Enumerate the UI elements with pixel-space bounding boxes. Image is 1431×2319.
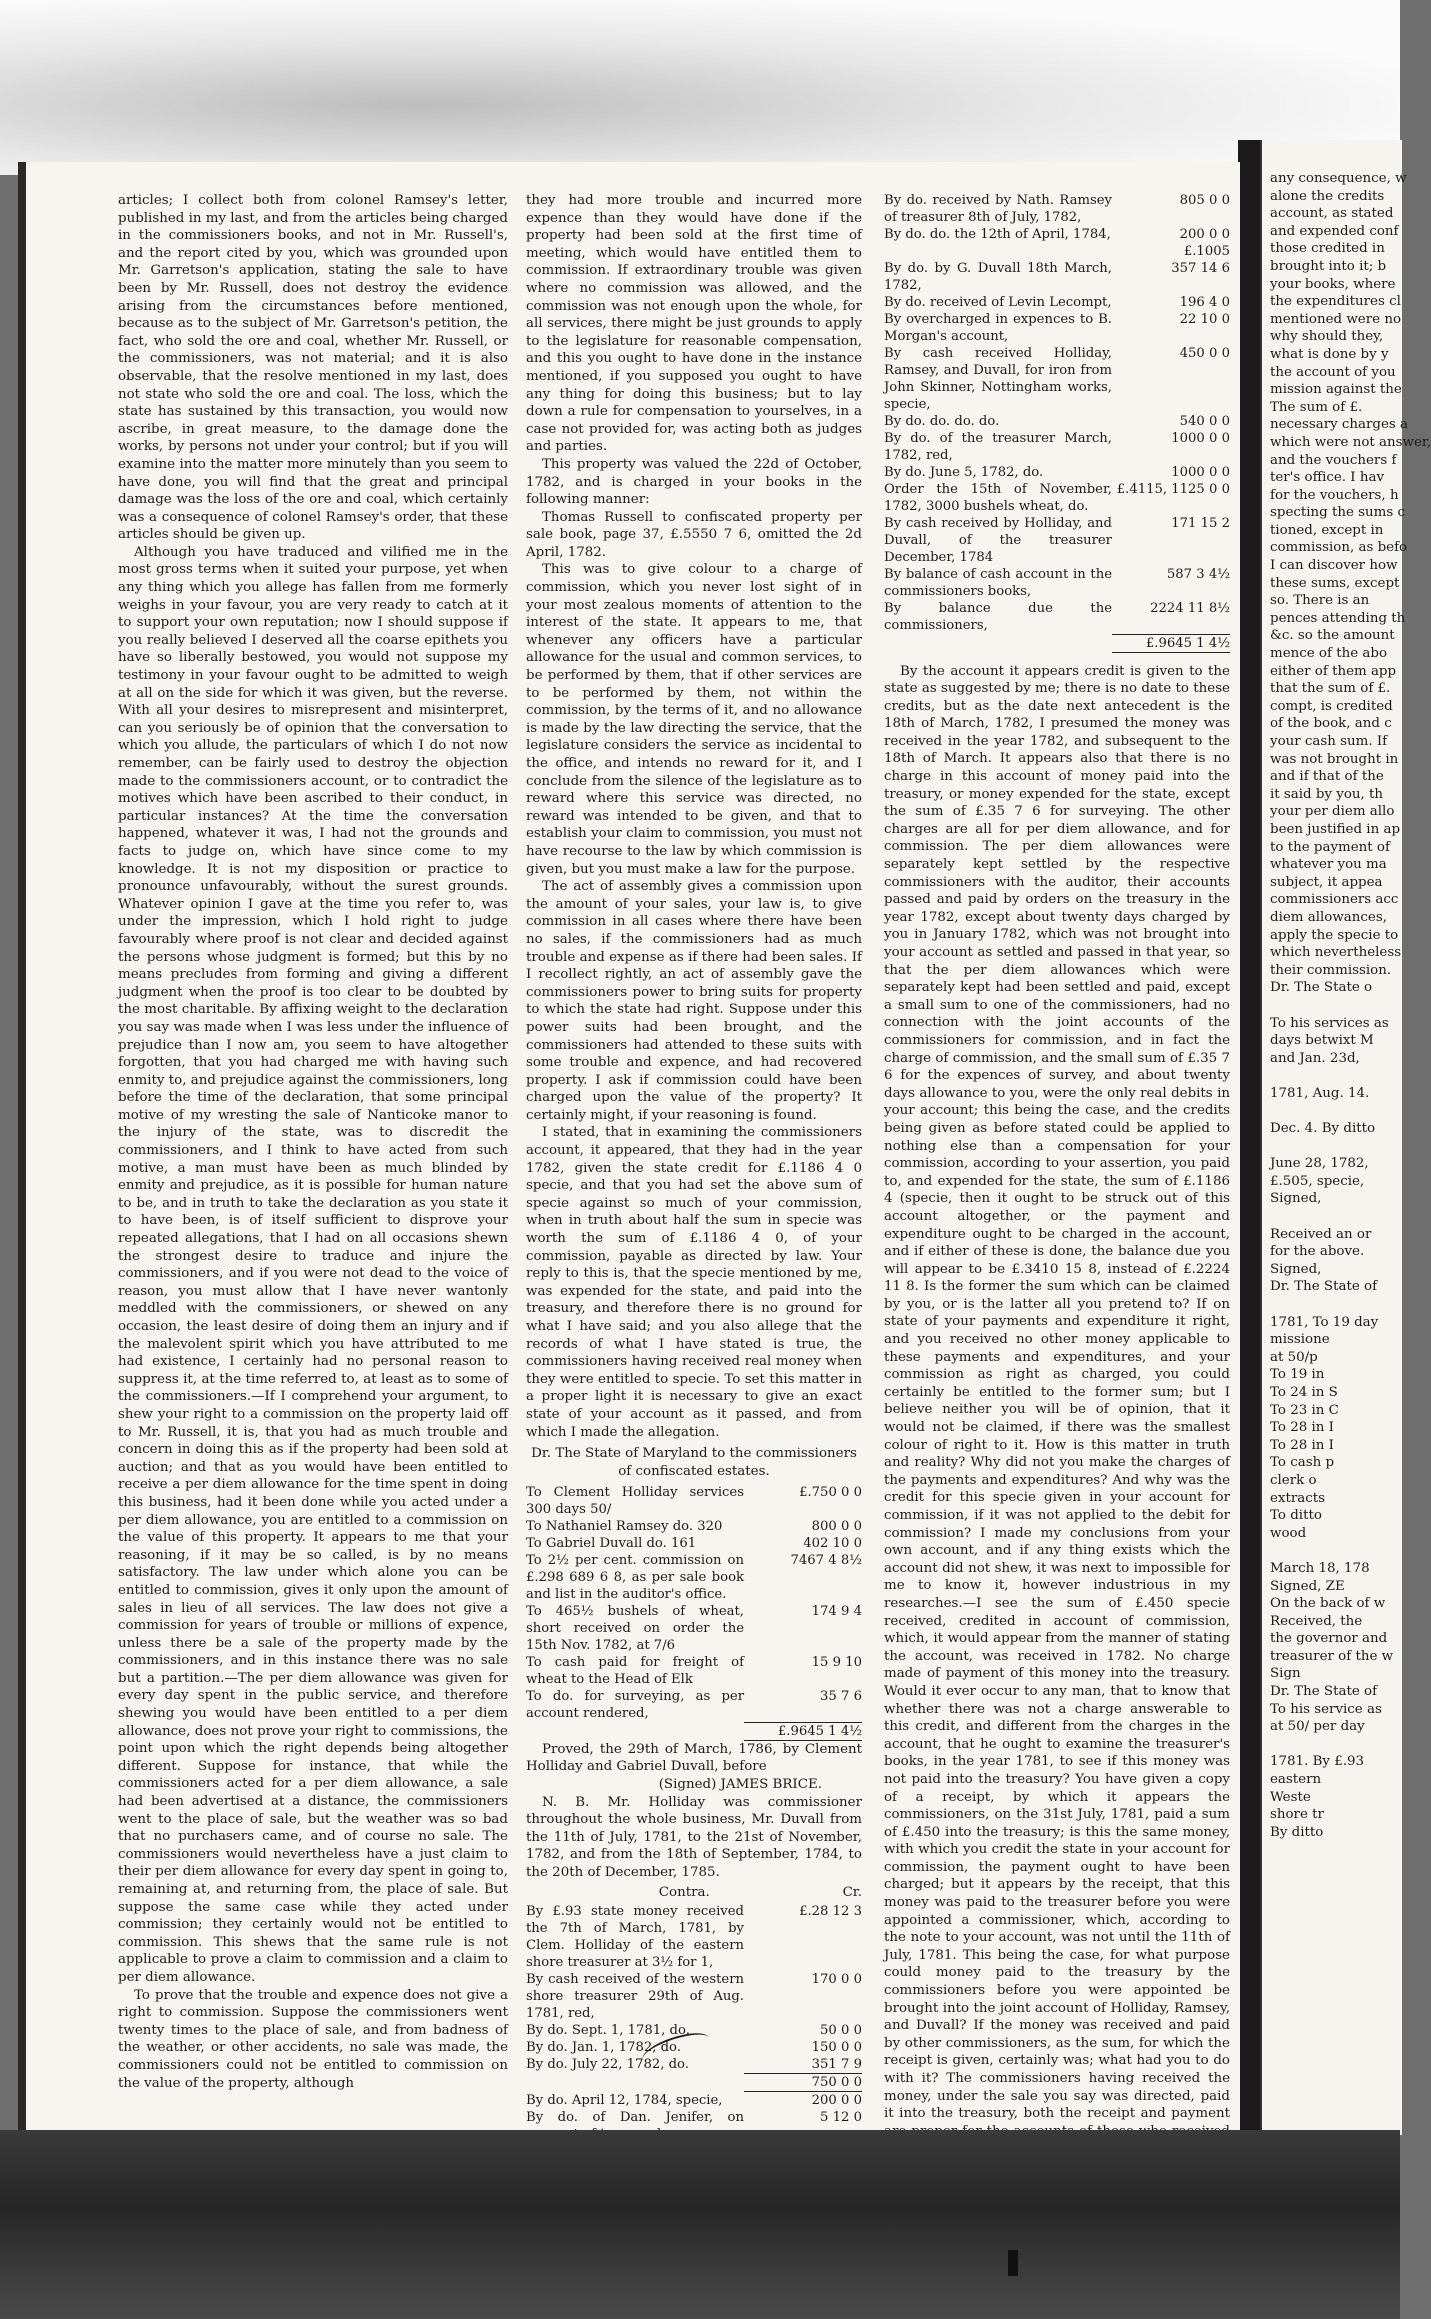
- adjacent-page-line: so. There is an: [1270, 593, 1370, 609]
- adjacent-page-line: and Jan. 23d,: [1270, 1050, 1360, 1066]
- credit-table-continued: [884, 192, 1230, 653]
- table-total-row: [526, 2074, 862, 2092]
- adjacent-page-line: your books, where: [1270, 276, 1396, 292]
- table-row: By overcharged in expences to B. Morgan's account, 22 10 0: [884, 312, 1230, 344]
- table-row: To Clement Holliday services 300 days 50/ £.750 0 0: [526, 1485, 862, 1518]
- adjacent-page-line: mission against the: [1270, 382, 1402, 398]
- table-row: By do. July 22, 1782, do. 351 7 9: [526, 2057, 862, 2073]
- table-row: To cash paid for freight of wheat to the Head of Elk 15 9 10: [526, 1655, 862, 1688]
- table-row: By do. April 12, 1784, specie, 200 0 0: [526, 2092, 862, 2109]
- newspaper-page: [18, 162, 1240, 2137]
- adjacent-page-line: days betwixt M: [1270, 1033, 1374, 1049]
- column2-paragraph-5: The act of assembly gives a commission upon the amount of your sales, your law is, to give commission in all cases where there have been no sales, if the commissioners had as much trouble and expense as if there had been sales. If I recollect rightly, an act of assembly gave the commissioners power to bring suits for property to which the state had right. Suppose under this power suits had been brought, and the commissioners had attended to these suits with some trouble and expence, and had recovered property. I ask if commission could have been charged upon the value of the property? It certainly might, if your reasoning is found.: [526, 879, 862, 1123]
- adjacent-page-line: [1270, 1296, 1420, 1314]
- contra-heading: [526, 1884, 862, 1902]
- adjacent-page-line: Dr. The State of: [1270, 1684, 1378, 1700]
- adjacent-page-line: clerk o: [1270, 1472, 1317, 1488]
- adjacent-page-line: June 28, 1782,: [1270, 1156, 1369, 1172]
- column3-paragraph: By the account it appears credit is given to the state as suggested by me; there is no date to these credits, but as the date next antecedent is the 18th of March, 1782, I presumed the money was received in the year 1782, and subsequent to the 18th of March. It appears also that there is no charge in this account of money paid into the treasury, or money expended for the state, except the sum of £.35 7 6 for surveying. The other charges are all for per diem allowance, and for commission. The per diem allowances were separately kept settled by the respective commissioners with the auditor, their accounts passed and paid by orders on the treasury in the year 1782, except about twenty days charged by you in January 1782, which was not brought into your account as settled and passed in that year, so that the per diem allowances which were separately kept had been settled and paid, except a small sum to one of the commissioners, had no connection with the joint accounts of the commissioners for commission, and in fact the charge of commission, and the small sum of £.35 7 6 for the expences of survey, and about twenty days allowance to you, were the only real debits in your account; this being the case, and the credits being given as before stated could be applied to nothing else than a compensation for your commission, according to your assertion, you paid to, and expended for the state, the sum of £.1186 4 (specie, then it ought to be struck out of this account altogether, or the payment and expenditure ought to be charged in the account, and if either of these is done, the balance due you will appear to be £.3410 15 8, instead of £.2224 11 8. Is the former the sum which can be claimed by you, or is the latter all you pretend to? If on state of your payments and expenditure it right, and you received no other money applicable to these payments and expenditures, and your commission as right as charged, you could certainly be entitled to the former sum; but I believe neither you will be of opinion, that it would not be claimed, if there was the smallest colour of right to it. How is this matter in truth and reality? Why did not you make the charges of the payments and expenditures? And why was the credit for this specie given in your account for commission, if it was not applied to the debit for commission? I made my conclusions from your own account, and if any thing exists which the account did not shew, it was next to impossible for me to know it, however industrious in my researches.—I see the sum of £.450 specie received, credited in account of commission, which, it would appear from the manner of stating the account, was received in 1782. No charge made of payment of this money into the treasury. Would it ever occur to any man, that to know that whether there was not a charge answerable to this credit, and different from the charges in the account, that he ought to examine the treasurer's books, in the year 1781, to see if this money was not paid into the treasury? You have given a copy of a receipt, by which it appears the commissioners, on the 31st July, 1781, paid a sum of £.450 into the treasury; is this the same money, with which you credit the state in your account for commission, the payment ought to have been charged; but it appears by the receipt, that this money was paid to the treasurer before you were appointed a commissioner, which, according to the note to your account, was not until the 11th of July, 1781. This being the case, for what purpose could money paid to the treasury by the commissioners before you were appointed be brought into the joint account of Holliday, Ramsey, and Duvall? If the money was received and paid by other commissioners, as the sum, for which the receipt is given, certainly was; what had you to do with it? The commissioners having received the money, under the sale you say was directed, paid it into the treasury, both the receipt and payment: [884, 663, 1230, 2122]
- table-row: To 2½ per cent. commission on £.298 689 6 8, as per sale book and list in the auditor's office. 7467 4 8½: [526, 1553, 862, 1603]
- column-2: [526, 192, 862, 2196]
- adjacent-page-line: diem allowances,: [1270, 909, 1387, 925]
- table-row: To Nathaniel Ramsey do. 320 800 0 0: [526, 1519, 862, 1535]
- proved-statement: Proved, the 29th of March, 1786, by Clement Holliday and Gabriel Duvall, before: [526, 1741, 862, 1775]
- adjacent-page-line: account, as stated: [1270, 206, 1394, 222]
- table-row: By do. do. do. do. 540 0 0: [884, 414, 1230, 429]
- adjacent-page-line: your cash sum. If: [1270, 734, 1388, 749]
- column2-paragraph-6: I stated, that in examining the commissioners account, it appeared, that they had in the year 1782, given the state credit for £.1186 4 0 specie, and that you had set the above sum of specie against so much of your commission, when in truth about half the sum in specie was worth the sum of £.1186 4 0, of your commission, payable as directed by law. Your reply to this is, that the specie mentioned by me, was expended for the state, and paid into the treasury, and therefore there is no ground for what I have said; and you also allege that the records of what I have stated is true, the commissioners having received real money when they were entitled to specie. To set this matter in a proper light it is necessary to give an exact state of your account as it passed, and from which I made the allegation.: [526, 1125, 862, 1440]
- adjacent-page-line: [1270, 1208, 1420, 1226]
- adjacent-page-line: either of them app: [1270, 663, 1397, 679]
- table-row: By do. do. the 12th of April, 1784, 200 0 0: [884, 227, 1230, 242]
- adjacent-page-line: and if that of the: [1270, 769, 1384, 785]
- column2-paragraph-3: Thomas Russell to confiscated property per sale book, page 37, £.5550 7 6, omitted the 2d April, 1782.: [526, 509, 862, 560]
- adjacent-page-line: I can discover how: [1270, 558, 1398, 574]
- adjacent-page-line: subject, it appea: [1270, 874, 1383, 890]
- book-gutter: [1238, 140, 1260, 2140]
- adjacent-page-line: treasurer of the w: [1270, 1648, 1394, 1664]
- adjacent-page-line: March 18, 178: [1270, 1560, 1370, 1576]
- adjacent-page-line: why should they,: [1270, 329, 1384, 345]
- column-1: [118, 192, 508, 2092]
- adjacent-page-line: [1270, 1736, 1420, 1754]
- adjacent-page-line: for the above.: [1270, 1244, 1365, 1260]
- adjacent-page-line: To 28 in I: [1270, 1420, 1334, 1436]
- adjacent-page-line: Received, the: [1270, 1613, 1363, 1629]
- adjacent-page-line: the governor and: [1270, 1631, 1388, 1647]
- adjacent-page-line: commission, as befo: [1270, 540, 1408, 556]
- credit-grand-total: £.9645 1 4½: [1112, 634, 1230, 652]
- adjacent-page-line: wood: [1270, 1525, 1307, 1541]
- adjacent-page-line: shore tr: [1270, 1807, 1324, 1823]
- table-row: To 465½ bushels of wheat, short received on order the 15th Nov. 1782, at 7/6 174 9 4: [526, 1604, 862, 1654]
- adjacent-page-line: Dr. The State of: [1270, 1279, 1378, 1295]
- adjacent-page-line: the expenditures cl: [1270, 294, 1401, 310]
- adjacent-page-line: and expended conf: [1270, 223, 1399, 239]
- adjacent-page-line: mence of the abo: [1270, 646, 1388, 662]
- adjacent-page-line: mentioned were no: [1270, 311, 1402, 327]
- column2-paragraph-1: they had more trouble and incurred more expence than they would have done if the property had been sold at the first time of meeting, which would have entitled them to commission. If extraordinary trouble was given where no commission was allowed, and the commission was not enough upon the whole, for all services, there might be just grounds to apply to the legislature for reasonable compensation, and this you ought to have done in the instance mentioned, if you supposed you ought to have any thing for doing this business; but to lay down a rule for compensation to yourselves, in a case not provided for, was acting both as judges and parties.: [526, 193, 862, 455]
- column2-paragraph-2: This property was valued the 22d of October, 1782, and is charged in your books in the following manner:: [526, 456, 862, 508]
- adjacent-page-line: Signed, ZE: [1270, 1578, 1345, 1594]
- debit-total: £.9645 1 4½: [744, 1722, 862, 1740]
- column-3: [884, 192, 1230, 2211]
- scan-background-bottom: [0, 2130, 1400, 2319]
- adjacent-page-line: [1270, 1067, 1420, 1085]
- adjacent-page-line: of the book, and c: [1270, 716, 1392, 732]
- contra-label: Contra.: [658, 1884, 710, 1900]
- column1-paragraph-1: articles; I collect both from colonel Ramsey's letter, published in my last, and from the articles being charged in the commissioners books, and not in Mr. Russell's, and the report cited by you, which was grounded upon Mr. Garretson's application, stating the sale to have been by Mr. Russell, does not destroy the evidence arising from the circumstances before mentioned, because as to the subject of Mr. Garretson's petition, the fact, who sold the ore and coal, whether Mr. Russell, or the commissioners, was not material; and it is also observable, that the resolve mentioned in my last, does not state who sold the ore and coal. The loss, which the state has sustained by this transaction, you would now ascribe, in great measure, to the damage done the works, by persons not under your control; but if you will examine into the matter more minutely than you seem to have done, you will find that the great and principal damage was the loss of the ore and coal, which certainly was a consequence of colonel Ramsey's order, that these articles should be given up.: [118, 193, 508, 543]
- adjacent-page-line: alone the credits: [1270, 188, 1385, 204]
- adjacent-page-line: By ditto: [1270, 1824, 1324, 1840]
- table-row: By do. Sept. 1, 1781, do. 50 0 0: [526, 2023, 862, 2039]
- table-row: By cash received of the western shore treasurer 29th of Aug. 1781, red, 170 0 0: [526, 1972, 862, 2022]
- adjacent-page-line: which nevertheless: [1270, 945, 1402, 961]
- adjacent-page-line: [1270, 1102, 1420, 1120]
- table-total-row: [884, 634, 1230, 652]
- scan-artifact: [1008, 2250, 1018, 2276]
- table-row: By do. of the treasurer March, 1782, red, 1000 0 0: [884, 431, 1230, 463]
- adjacent-page-line: 1781. By £.93: [1270, 1754, 1365, 1770]
- adjacent-page-line: these sums, except: [1270, 575, 1400, 591]
- table-row: £.1005: [1183, 244, 1230, 259]
- adjacent-page-line: [1270, 997, 1420, 1015]
- adjacent-page-line: &c. so the amount: [1270, 628, 1395, 644]
- adjacent-page-line: To his services as: [1270, 1015, 1389, 1031]
- adjacent-page-line: ter's office. I hav: [1270, 470, 1385, 486]
- adjacent-page-line: been justified in ap: [1270, 821, 1401, 837]
- adjacent-page-line: apply the specie to: [1270, 927, 1399, 943]
- adjacent-page-line: whatever you ma: [1270, 857, 1387, 873]
- adjacent-page-line: Dr. The State o: [1270, 980, 1373, 996]
- debit-table: [526, 1484, 862, 1741]
- adjacent-page-line: Received an or: [1270, 1226, 1372, 1242]
- adjacent-page-line: missione: [1270, 1332, 1330, 1348]
- adjacent-page-line: those credited in: [1270, 241, 1385, 257]
- adjacent-page-line: specting the sums c: [1270, 505, 1405, 521]
- cr-label: Cr.: [842, 1884, 862, 1900]
- adjacent-page-line: [1270, 1138, 1420, 1156]
- table-row: By balance due the commissioners, 2224 11 8½: [884, 601, 1230, 633]
- adjacent-page-line: To ditto: [1270, 1508, 1322, 1524]
- adjacent-page-line: for the vouchers, h: [1270, 487, 1399, 503]
- adjacent-page-line: compt, is credited: [1270, 698, 1393, 714]
- credit-subtotal: 750 0 0: [744, 2074, 862, 2092]
- adjacent-page-line: any consequence, w: [1270, 171, 1407, 186]
- table-row: By do. received of Levin Lecompt, 196 4 0: [884, 295, 1230, 310]
- adjacent-page-line: Signed,: [1270, 1261, 1322, 1277]
- table-row: To do. for surveying, as per account rendered, 35 7 6: [526, 1689, 862, 1722]
- adjacent-page-line: To 24 in S: [1270, 1384, 1338, 1400]
- adjacent-page-line: it said by you, th: [1270, 786, 1384, 802]
- adjacent-page-line: that the sum of £.: [1270, 681, 1391, 697]
- adjacent-page-line: what is done by y: [1270, 346, 1389, 362]
- adjacent-page-line: Weste: [1270, 1789, 1311, 1805]
- adjacent-page-line: 1781, To 19 day: [1270, 1314, 1379, 1330]
- adjacent-page-line: their commission.: [1270, 962, 1392, 978]
- adjacent-page-line: extracts: [1270, 1490, 1325, 1506]
- account-header: Dr. The State of Maryland to the commissioners of confiscated estates.: [531, 1446, 857, 1479]
- adjacent-page-line: the account of you: [1270, 364, 1396, 380]
- table-row: By balance of cash account in the commissioners books, 587 3 4½: [884, 567, 1230, 599]
- adjacent-page-line: necessary charges a: [1270, 417, 1409, 433]
- adjacent-page-line: to the payment of: [1270, 839, 1390, 855]
- adjacent-page-line: at 50/ per day: [1270, 1719, 1365, 1735]
- adjacent-page: [1260, 140, 1431, 2135]
- table-row: By cash received Holliday, Ramsey, and Duvall, for iron from John Skinner, Nottingham works, specie, 450 0 0: [884, 346, 1230, 412]
- column1-paragraph-3: To prove that the trouble and expence does not give a right to commission. Suppose the commissioners went twenty times to the place of sale, and from badness of the weather, or other accidents, no sale was made, the commissioners could not be entitled to commission on the value of the property, although: [118, 1987, 508, 2091]
- table-row: By cash received by Holliday, and Duvall, of the treasurer December, 1784 171 15 2: [884, 516, 1230, 565]
- adjacent-page-line: pences attending th: [1270, 610, 1406, 626]
- adjacent-page-line: On the back of w: [1270, 1596, 1386, 1612]
- adjacent-page-line: To cash p: [1270, 1455, 1335, 1471]
- adjacent-page-line: which were not answer,: [1270, 434, 1431, 450]
- adjacent-page-line: To 23 in C: [1270, 1402, 1339, 1418]
- table-row: By do. of Dan. Jenifer, on 5 12 0: [526, 2110, 862, 2126]
- adjacent-page-line: brought into it; b: [1270, 258, 1387, 274]
- table-row: By £.93 state money received the 7th of March, 1781, by Clem. Holliday of the eastern shore treasurer at 3½ for 1, £.28 12 3: [526, 1904, 862, 1971]
- column1-paragraph-2: Although you have traduced and vilified me in the most gross terms when it suited your purpose, yet when any thing which you allege has fallen from me formerly weighs in your favour, you are very ready to catch at it to support your own reputation; now I should suppose if you really believed I deserved all the coarse epithets you have so liberally bestowed, you would not suppose my testimony in your favour ought to be admitted to weigh at all on the side for which it was given, but the reverse. With all your desires to misrepresent and misinterpret, can you seriously be of opinion that the conversation to which you allude, the particulars of which I do not now remember, can be fairly used to destroy the objection made to the commissioners account, or to contradict the motives which have been ascribed to their conduct, in particular instances? At the time the conversation happened, whatever it was, I had not the grounds and facts to judge on, which have since come to my knowledge. It is not my disposition or practice to pronounce unfavourably, without the surest grounds. Whatever opinion I gave at the time you refer to, was under the impression, which I hold right to judge favourably where proof is not clear and decided against the persons whose judgment is formed; but this by no means precludes from forming and giving a different judgment when the proof is too clear to be doubted by the most charitable. By affixing weight to the declaration you say was made when I was less under the influence of prejudice than I now am, you seem to have altogether forgotten, that you had charged me with having such enmity to, and prejudice against the commissioners, long before the time of the declaration, that some principal motive of my wresting the sale of Nanticoke manor to the injury of the state, was to discredit the commissioners, and I think to have acted from such motive, a man must have been as much blinded by enmity and prejudice, as it is possible for human nature to be, and in truth to take the declaration as you state it to have been, is of itself sufficient to disprove your repeated allegations, that I had on all occasions shewn the strongest desire to traduce and injure the commissioners, and if you were not dead to the voice of reason, you must allow that I have never wantonly meddled with the commissioners, or shewed on any occasion, the least desire of doing them an injury and if the malevolent spirit which you have attributed to me had existence, I certainly had no personal reason to suppress it, at the time referred to, at least as to some of the commissioners.—If I comprehend your argument, to shew your right to a commission on the property laid off to Mr. Russell, it is, that you had as much trouble and concern in doing this as if the property had been sold at auction; and that as you would have been entitled to receive a per diem allowance for the time spent in doing this business, had it been done while you acted under a per diem allowance, you are entitled to a commission on the value of this property. It appears to me that your reasoning, if it may be so called, is by no means satisfactory. The law under which alone you can be entitled to commission, gives it only upon the amount of sales in lieu of all services. The law does not give a commission for years of trouble or millions of expence, unless there be a sale of the property made by the commissioners, and in this instance there was no sale but a partition.—The per diem allowance was given for every day spent in the public service, and therefore shewing you would have been entitled to a per diem allowance, does not prove your right to commissions, the point upon which the right depends being altogether different. Suppose for instance, that while the commissioners acted for a per diem allowance, a sale had been advertised at a distance, the commissioners went to the place of sale, but the weather was so bad that no purchasers came, and of course no sale. The commissioners would nevertheless have a just claim to their per diem allowance for every day spent in going to, remaining at, and returning from, the place of sale. But suppose the same case while they acted under commission; they certainly would not be entitled to commission. This shews that the same rule is not applicable to prove a claim to commission and a claim to per diem allowance.: [118, 544, 508, 1985]
- adjacent-page-line: The sum of £.: [1270, 399, 1363, 415]
- table-row: By do. by G. Duvall 18th March, 1782, 357 14 6: [884, 261, 1230, 293]
- adjacent-page-line: and the vouchers f: [1270, 452, 1397, 468]
- adjacent-page-line: Sign: [1270, 1666, 1301, 1682]
- adjacent-page-text: [1270, 170, 1431, 1841]
- adjacent-page-line: commissioners acc: [1270, 892, 1399, 908]
- scan-background-top: [0, 0, 1400, 175]
- table-row: Order the 15th of November, 1782, 3000 bushels wheat, do. £.4115, 1125 0 0: [884, 482, 1230, 514]
- column2-paragraph-4: This was to give colour to a charge of commission, which you never lost sight of in your most zealous moments of attention to the interest of the state. It appears to me, that whenever any officers have a particular allowance for the usual and common services, to be performed by them, that if other services are to be performed by them, not within the commission, by the terms of it, and no allowance is made by the law directing the service, that the legislature considers the service as incidental to the office, and intends no reward for it, and I conclude from the silence of the legislature as to reward where this service was directed, no reward was intended to be given, and that to establish your claim to commission, you must not have recourse to the law by which commission is given, but you must make a law for the purpose.: [526, 562, 862, 877]
- table-row: By do. received by Nath. Ramsey of treasurer 8th of July, 1782, 805 0 0: [884, 193, 1230, 225]
- signature-line: (Signed) JAMES BRICE.: [658, 1777, 822, 1793]
- table-row: By do. June 5, 1782, do. 1000 0 0: [884, 465, 1230, 480]
- adjacent-page-line: To 28 in I: [1270, 1437, 1334, 1453]
- adjacent-page-line: at 50/p: [1270, 1349, 1318, 1365]
- adjacent-page-line: [1270, 1542, 1420, 1560]
- adjacent-page-line: To his service as: [1270, 1701, 1382, 1717]
- table-total-row: [526, 1722, 862, 1740]
- adjacent-page-line: Signed,: [1270, 1191, 1322, 1207]
- adjacent-page-line: 1781, Aug. 14.: [1270, 1085, 1370, 1101]
- adjacent-page-line: tioned, except in: [1270, 522, 1384, 538]
- adjacent-page-line: Dec. 4. By ditto: [1270, 1121, 1376, 1137]
- table-row: By do. Jan. 1, 1782, do. 150 0 0: [526, 2040, 862, 2056]
- nota-bene: N. B. Mr. Holliday was commissioner throughout the whole business, Mr. Duvall from the 11th of July, 1781, to the 21st of November, 1782, and from the 18th of September, 1784, to the 20th of December, 1785.: [526, 1794, 862, 1880]
- adjacent-page-line: your per diem allo: [1270, 804, 1395, 820]
- adjacent-page-line: eastern: [1270, 1772, 1322, 1788]
- adjacent-page-line: was not brought in: [1270, 751, 1399, 767]
- adjacent-page-line: To 19 in: [1270, 1367, 1325, 1383]
- table-row: To Gabriel Duvall do. 161 402 10 0: [526, 1536, 862, 1552]
- adjacent-page-line: £.505, specie,: [1270, 1173, 1365, 1189]
